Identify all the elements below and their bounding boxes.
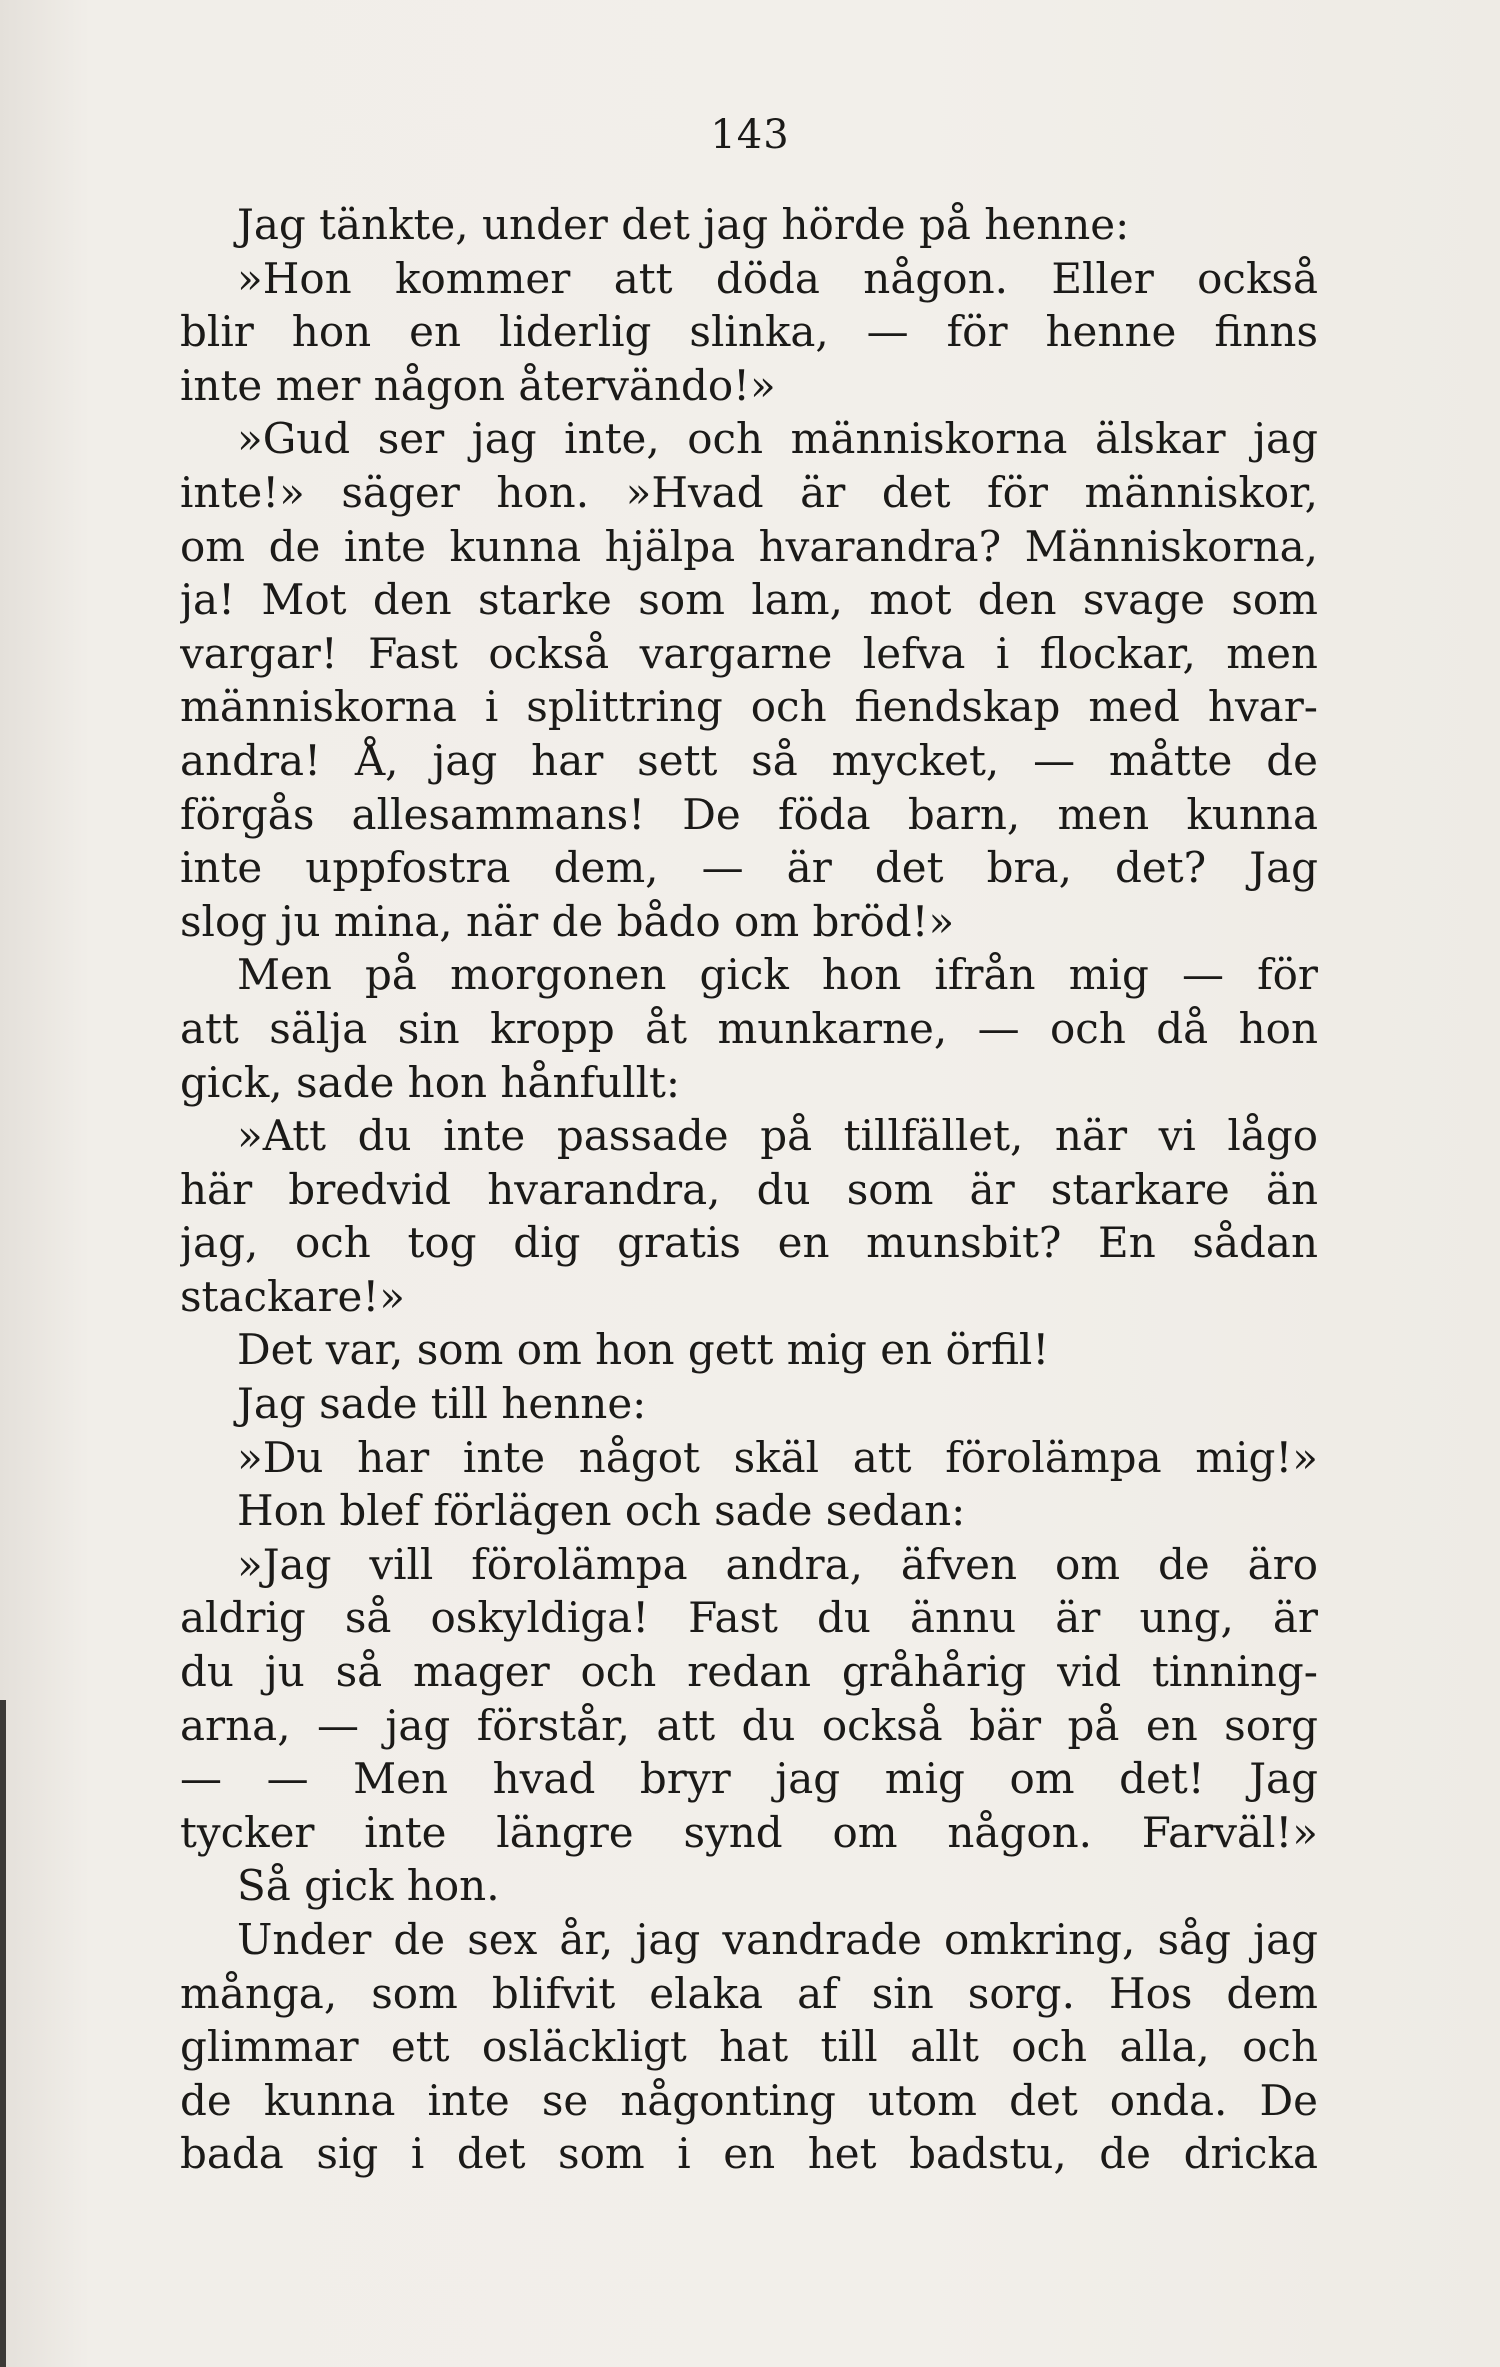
text-line: glimmar ett osläckligt hat till allt och alla, och <box>180 2022 1318 2072</box>
text-line: slog ju mina, när de bådo om bröd!» <box>180 896 955 946</box>
text-line: inte uppfostra dem, — är det bra, det? Jag <box>180 843 1318 893</box>
text-line: stackare!» <box>180 1271 405 1321</box>
text-line: gick, sade hon hånfullt: <box>180 1057 681 1107</box>
text-line: aldrig så oskyldiga! Fast du ännu är ung, är <box>180 1593 1318 1643</box>
text-line: många, som blifvit elaka af sin sorg. Hos dem <box>180 1968 1318 2018</box>
text-line: »Jag vill förolämpa andra, äfven om de äro <box>237 1539 1318 1589</box>
text-line: ja! Mot den starke som lam, mot den svage som <box>180 575 1318 625</box>
text-line: »Hon kommer att döda någon. Eller också <box>237 253 1318 303</box>
text-line: om de inte kunna hjälpa hvarandra? Människorna, <box>180 521 1318 571</box>
text-line: — — Men hvad bryr jag mig om det! Jag <box>180 1754 1318 1804</box>
text-line: Så gick hon. <box>237 1861 500 1911</box>
text-line: Under de sex år, jag vandrade omkring, såg jag <box>237 1915 1318 1964</box>
text-line: Det var, som om hon gett mig en örfil! <box>237 1325 1050 1375</box>
text-line: »Att du inte passade på tillfället, när vi lågo <box>237 1111 1318 1161</box>
text-line: de kunna inte se någonting utom det onda. De <box>180 2075 1318 2125</box>
text-line: bada sig i det som i en het badstu, de dricka <box>180 2129 1318 2179</box>
text-line: att sälja sin kropp åt munkarne, — och då hon <box>180 1003 1318 1053</box>
text-line: människorna i splittring och fiendskap med hvar- <box>180 682 1318 732</box>
text-line: andra! Å, jag har sett så mycket, — måtte de <box>180 735 1318 785</box>
text-line: vargar! Fast också vargarne lefva i flockar, men <box>180 628 1318 678</box>
text-line: Men på morgonen gick hon ifrån mig — för <box>237 950 1318 1000</box>
text-line: blir hon en liderlig slinka, — för henne finns <box>180 307 1318 357</box>
text-line: här bredvid hvarandra, du som är starkare än <box>180 1164 1318 1214</box>
text-line: Hon blef förlägen och sade sedan: <box>237 1486 966 1536</box>
text-line: »Gud ser jag inte, och människorna älskar jag <box>237 414 1318 464</box>
text-line: förgås allesammans! De föda barn, men kunna <box>180 789 1318 839</box>
text-line: inte mer någon återvändo!» <box>180 360 776 410</box>
page-number: 143 <box>710 112 790 158</box>
text-line: tycker inte längre synd om någon. Farväl!» <box>180 1807 1318 1857</box>
text-line: arna, — jag förstår, att du också bär på en sorg <box>180 1700 1318 1750</box>
text-line: Jag sade till henne: <box>237 1379 647 1429</box>
text-line: Jag tänkte, under det jag hörde på henne: <box>237 200 1130 249</box>
text-line: jag, och tog dig gratis en munsbit? En sådan <box>180 1218 1318 1268</box>
body-text <box>180 198 1318 2181</box>
text-line: inte!» säger hon. »Hvad är det för människor, <box>180 467 1318 517</box>
text-line: »Du har inte något skäl att förolämpa mig!» <box>237 1432 1318 1482</box>
text-line: du ju så mager och redan gråhårig vid tinning- <box>180 1647 1318 1697</box>
page-edge-shadow <box>0 1700 6 2367</box>
